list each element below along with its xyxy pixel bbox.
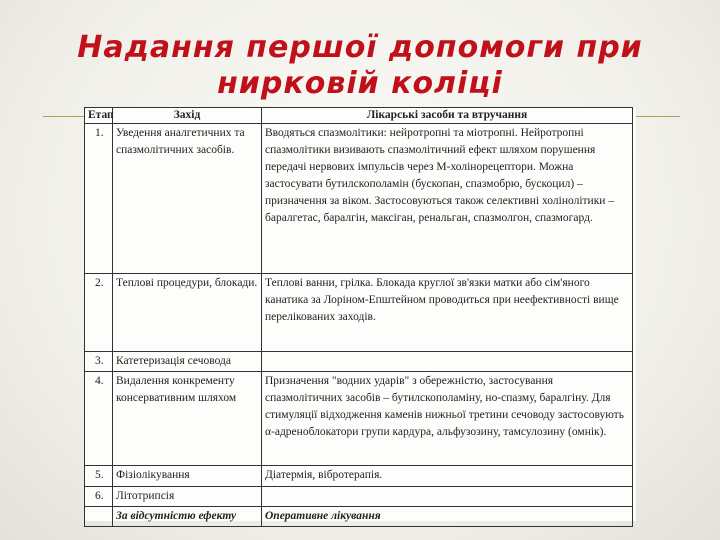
row-stage: 3. (85, 352, 113, 372)
row-drugs: Призначення "водних ударів" з обережністю, застосування спазмолітичних засобів – бутилскополаміну, но-спазму, баралгіну. Для стимуляції відходження каменів нижньої третини сечоводу застосовують α-адреноблокатори групи кардура, альфузозину, тамсулозину (омнік). (262, 372, 633, 466)
row-drugs (262, 352, 633, 372)
table-row (85, 274, 633, 352)
row-stage: 6. (85, 487, 113, 507)
slide-title (0, 30, 720, 102)
table-row (85, 124, 633, 274)
row-drugs: Діатермія, вібротерапія. (262, 466, 633, 487)
header-stage: Етап (85, 108, 113, 124)
table-row (85, 507, 633, 527)
row-drugs (262, 487, 633, 507)
title-line-2: нирковій коліці (217, 66, 503, 101)
table-row (85, 372, 633, 466)
row-stage: 5. (85, 466, 113, 487)
scanned-table-image (84, 107, 636, 521)
table-row (85, 466, 633, 487)
table-row (85, 352, 633, 372)
first-aid-table (84, 107, 633, 527)
title-rule-left (43, 116, 88, 117)
table-header-row (85, 108, 633, 124)
row-drugs: Вводяться спазмолітики: нейротропні та міотропні. Нейротропні спазмолітики визивають спазмолітичний ефект шляхом порушення передачі нервових імпульсів через М-холінорецептори. Можна застосувати бутилскополамін (бускопан, спазмобрю, бускоцил) – призначення за віком. Застосовуються також селективні холінолітики – баралгетас, баралгін, максіган, ренальган, спазмолгон, спазмогард. (262, 124, 633, 274)
row-measure: Катетеризація сечовода (113, 352, 262, 372)
row-measure: Літотрипсія (113, 487, 262, 507)
row-measure: За відсутністю ефекту (113, 507, 262, 527)
header-drugs: Лікарські засоби та втручання (262, 108, 633, 124)
row-measure: Видалення конкременту консервативним шляхом (113, 372, 262, 466)
table-row (85, 487, 633, 507)
row-measure: Уведення аналгетичних та спазмолітичних засобів. (113, 124, 262, 274)
row-drugs: Теплові ванни, грілка. Блокада круглої зв'язки матки або сім'яного канатика за Лоріном-Епштейном проводиться при неефективності вище перелікованих заходів. (262, 274, 633, 352)
title-rule-right (630, 116, 680, 117)
row-stage (85, 507, 113, 527)
row-stage: 1. (85, 124, 113, 274)
header-measure: Захід (113, 108, 262, 124)
row-drugs: Оперативне лікування (262, 507, 633, 527)
row-stage: 4. (85, 372, 113, 466)
row-measure: Теплові процедури, блокади. (113, 274, 262, 352)
row-measure: Фізіолікування (113, 466, 262, 487)
row-stage: 2. (85, 274, 113, 352)
title-line-1: Надання першої допомоги при (77, 30, 643, 65)
